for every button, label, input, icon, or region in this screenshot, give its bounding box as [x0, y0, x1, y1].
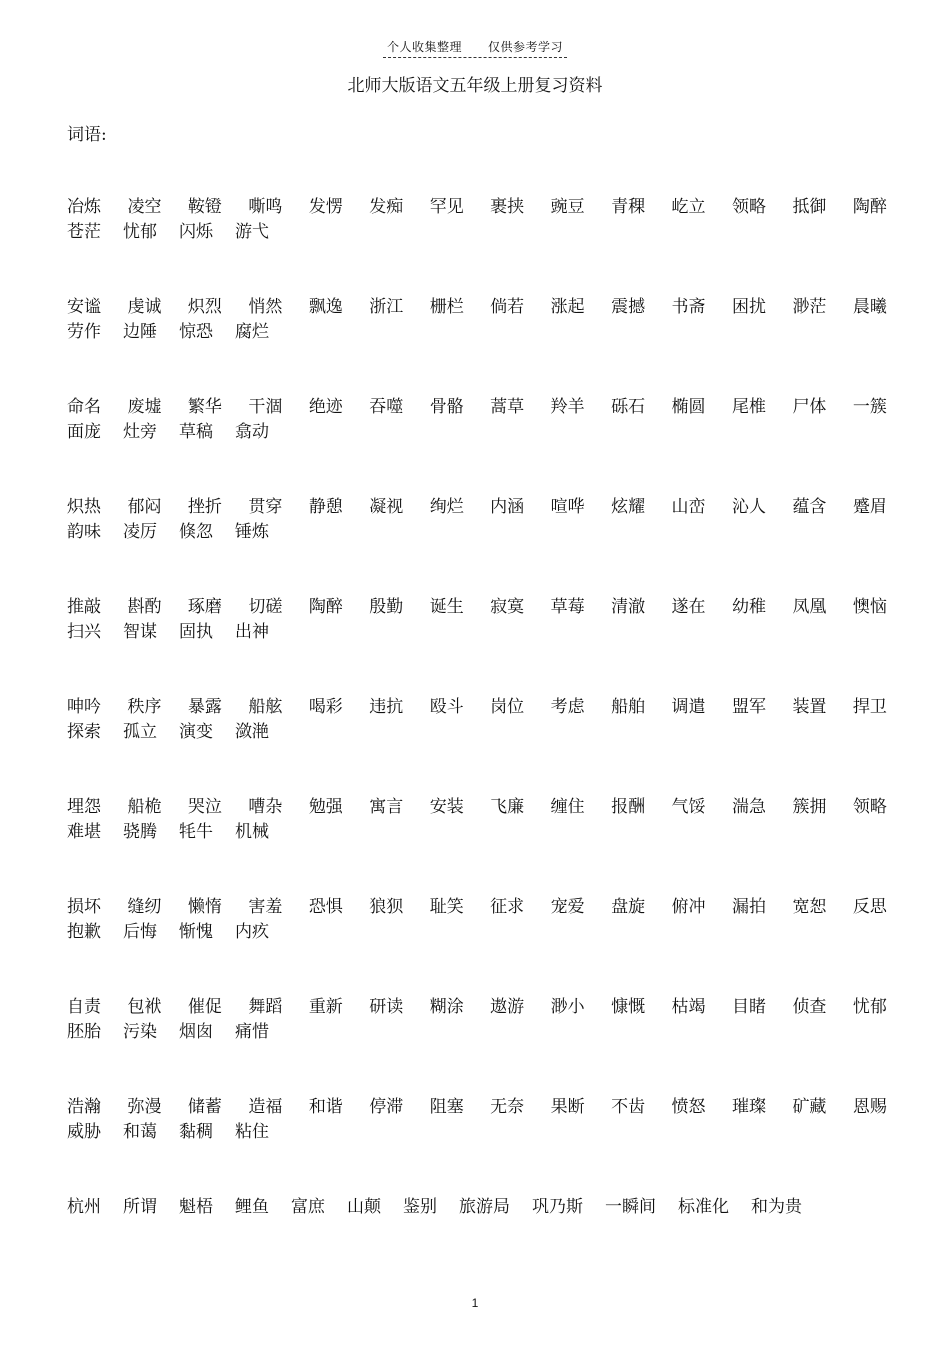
vocab-word: 果断	[550, 1097, 585, 1117]
vocab-word: 陶醉	[852, 197, 887, 217]
vocab-word: 浙江	[369, 297, 404, 317]
vocab-word: 黏稠	[179, 1122, 213, 1142]
word-row	[67, 795, 887, 820]
vocab-word: 旅游局	[459, 1197, 510, 1217]
vocab-word: 粘住	[235, 1122, 269, 1142]
vocab-word: 喝彩	[308, 697, 343, 717]
vocab-word: 阻塞	[429, 1097, 464, 1117]
vocab-word: 炫耀	[611, 497, 646, 517]
word-group	[67, 1195, 887, 1220]
word-row	[67, 220, 887, 245]
vocab-word: 青稞	[611, 197, 646, 217]
vocab-word: 征求	[490, 897, 525, 917]
vocab-word: 寂寞	[490, 597, 525, 617]
vocab-word: 凤凰	[792, 597, 827, 617]
vocab-word: 遂在	[671, 597, 706, 617]
vocab-word: 鲤鱼	[235, 1197, 269, 1217]
vocab-word: 威胁	[67, 1122, 101, 1142]
vocab-word: 漏拍	[731, 897, 766, 917]
vocab-word: 尾椎	[731, 397, 766, 417]
vocab-word: 书斋	[671, 297, 706, 317]
word-row	[67, 1095, 887, 1120]
vocab-word: 牦牛	[179, 822, 213, 842]
vocab-word: 凝视	[369, 497, 404, 517]
vocab-word: 抵御	[792, 197, 827, 217]
vocab-word: 埋怨	[67, 797, 101, 817]
vocab-word: 巩乃斯	[532, 1197, 583, 1217]
word-group	[67, 595, 887, 645]
vocab-word: 璀璨	[731, 1097, 766, 1117]
vocab-word: 恩赐	[852, 1097, 887, 1117]
vocab-word: 内涵	[490, 497, 525, 517]
word-row	[67, 695, 887, 720]
vocab-word: 违抗	[369, 697, 404, 717]
vocab-word: 一瞬间	[605, 1197, 656, 1217]
vocab-word: 污染	[123, 1022, 157, 1042]
word-row	[67, 995, 887, 1020]
vocab-word: 绚烂	[429, 497, 464, 517]
page-title: 北师大版语文五年级上册复习资料	[347, 76, 603, 96]
vocab-word: 嘈杂	[248, 797, 283, 817]
vocab-word: 反思	[852, 897, 887, 917]
vocab-word: 孤立	[123, 722, 157, 742]
vocab-word: 悄然	[248, 297, 283, 317]
vocab-word: 考虑	[550, 697, 585, 717]
vocab-word: 缠住	[550, 797, 585, 817]
vocab-word: 推敲	[67, 597, 101, 617]
vocab-word: 幼稚	[731, 597, 766, 617]
vocab-word: 慷慨	[611, 997, 646, 1017]
vocab-word: 切磋	[248, 597, 283, 617]
vocab-word: 忧郁	[852, 997, 887, 1017]
vocab-word: 糊涂	[429, 997, 464, 1017]
vocab-word: 贯穿	[248, 497, 283, 517]
vocab-word: 秩序	[127, 697, 162, 717]
vocab-word: 渺茫	[792, 297, 827, 317]
vocab-word: 狼狈	[369, 897, 404, 917]
word-row	[67, 1020, 887, 1045]
vocab-word: 盟军	[731, 697, 766, 717]
vocab-word: 后悔	[123, 922, 157, 942]
vocab-word: 和谐	[308, 1097, 343, 1117]
vocab-word: 胚胎	[67, 1022, 101, 1042]
vocab-word: 殴斗	[429, 697, 464, 717]
vocab-word: 耻笑	[429, 897, 464, 917]
vocab-word: 劳作	[67, 322, 101, 342]
vocab-word: 骨骼	[429, 397, 464, 417]
vocab-word: 郁闷	[127, 497, 162, 517]
vocab-word: 虔诚	[127, 297, 162, 317]
vocab-word: 内疚	[235, 922, 269, 942]
vocab-word: 震撼	[611, 297, 646, 317]
vocab-word: 凌厉	[123, 522, 157, 542]
vocab-word: 宽恕	[792, 897, 827, 917]
vocab-word: 机械	[235, 822, 269, 842]
word-group	[67, 295, 887, 345]
page-header	[0, 38, 950, 58]
vocab-word: 炽热	[67, 497, 101, 517]
word-group	[67, 195, 887, 245]
vocab-word: 船桅	[127, 797, 162, 817]
vocab-word: 困扰	[731, 297, 766, 317]
vocab-word: 调遣	[671, 697, 706, 717]
vocab-word: 挫折	[187, 497, 222, 517]
vocab-word: 出神	[235, 622, 269, 642]
vocab-word: 琢磨	[187, 597, 222, 617]
vocab-word: 发痴	[369, 197, 404, 217]
vocab-word: 干涸	[248, 397, 283, 417]
header-left: 个人收集整理	[386, 40, 462, 54]
vocab-word: 呻吟	[67, 697, 101, 717]
word-group	[67, 995, 887, 1045]
word-row	[67, 295, 887, 320]
vocab-word: 草稿	[179, 422, 213, 442]
vocab-word: 和为贵	[751, 1197, 802, 1217]
vocab-word: 扫兴	[67, 622, 101, 642]
vocab-word: 难堪	[67, 822, 101, 842]
vocab-word: 蹙眉	[852, 497, 887, 517]
vocab-word: 停滞	[369, 1097, 404, 1117]
vocab-word: 痛惜	[235, 1022, 269, 1042]
vocab-word: 苍茫	[67, 222, 101, 242]
vocab-word: 懊恼	[852, 597, 887, 617]
vocab-word: 勉强	[308, 797, 343, 817]
vocab-word: 俯冲	[671, 897, 706, 917]
vocab-word: 椭圆	[671, 397, 706, 417]
vocab-word: 繁华	[187, 397, 222, 417]
vocab-word: 草莓	[550, 597, 585, 617]
vocab-word: 浩瀚	[67, 1097, 101, 1117]
vocab-word: 栅栏	[429, 297, 464, 317]
section-label: 词语:	[67, 125, 107, 145]
vocab-word: 智谋	[123, 622, 157, 642]
vocab-word: 矿藏	[792, 1097, 827, 1117]
vocab-word: 罕见	[429, 197, 464, 217]
vocab-word: 面庞	[67, 422, 101, 442]
word-group	[67, 795, 887, 845]
word-row	[67, 595, 887, 620]
vocab-word: 殷勤	[369, 597, 404, 617]
page-number: 1	[471, 1296, 479, 1310]
vocab-word: 翕动	[235, 422, 269, 442]
vocab-word: 包袱	[127, 997, 162, 1017]
vocab-word: 杭州	[67, 1197, 101, 1217]
vocab-word: 遨游	[490, 997, 525, 1017]
vocab-word: 静憩	[308, 497, 343, 517]
vocab-word: 潋滟	[235, 722, 269, 742]
vocab-word: 固执	[179, 622, 213, 642]
vocab-word: 损坏	[67, 897, 101, 917]
vocab-word: 捍卫	[852, 697, 887, 717]
vocab-word: 缝纫	[127, 897, 162, 917]
vocab-word: 弥漫	[127, 1097, 162, 1117]
vocab-word: 重新	[308, 997, 343, 1017]
vocab-word: 发愣	[308, 197, 343, 217]
vocab-word: 一簇	[852, 397, 887, 417]
vocab-word: 装置	[792, 697, 827, 717]
vocab-word: 倏忽	[179, 522, 213, 542]
vocab-word: 尸体	[792, 397, 827, 417]
header-text	[383, 38, 567, 58]
vocab-word: 炽烈	[187, 297, 222, 317]
vocab-word: 飘逸	[308, 297, 343, 317]
word-group	[67, 1095, 887, 1145]
vocab-word: 自责	[67, 997, 101, 1017]
word-row	[67, 620, 887, 645]
vocab-word: 演变	[179, 722, 213, 742]
vocab-word: 船舶	[611, 697, 646, 717]
vocab-word: 涨起	[550, 297, 585, 317]
vocab-word: 闪烁	[179, 222, 213, 242]
vocab-word: 枯竭	[671, 997, 706, 1017]
vocab-word: 喧哗	[550, 497, 585, 517]
vocab-word: 腐烂	[235, 322, 269, 342]
vocab-word: 簇拥	[792, 797, 827, 817]
word-row	[67, 395, 887, 420]
vocab-word: 冶炼	[67, 197, 101, 217]
vocab-word: 报酬	[611, 797, 646, 817]
vocab-word: 沁人	[731, 497, 766, 517]
vocab-word: 富庶	[291, 1197, 325, 1217]
vocab-word: 船舷	[248, 697, 283, 717]
vocab-word: 和蔼	[123, 1122, 157, 1142]
vocab-word: 标准化	[678, 1197, 729, 1217]
vocab-word: 游弋	[235, 222, 269, 242]
vocab-word: 倘若	[490, 297, 525, 317]
vocab-word: 盘旋	[611, 897, 646, 917]
vocab-word: 储蓄	[187, 1097, 222, 1117]
word-row	[67, 495, 887, 520]
word-group	[67, 695, 887, 745]
word-group	[67, 395, 887, 445]
word-row	[67, 320, 887, 345]
vocab-word: 废墟	[127, 397, 162, 417]
vocab-word: 哭泣	[187, 797, 222, 817]
word-row	[67, 895, 887, 920]
vocab-word: 惭愧	[179, 922, 213, 942]
vocab-word: 凌空	[127, 197, 162, 217]
vocab-word: 烟囱	[179, 1022, 213, 1042]
word-row	[67, 920, 887, 945]
vocab-word: 不齿	[611, 1097, 646, 1117]
vocab-word: 舞蹈	[248, 997, 283, 1017]
word-group	[67, 495, 887, 545]
vocab-word: 晨曦	[852, 297, 887, 317]
vocab-word: 鉴别	[403, 1197, 437, 1217]
vocab-word: 嘶鸣	[248, 197, 283, 217]
vocab-word: 侦查	[792, 997, 827, 1017]
vocab-word: 命名	[67, 397, 101, 417]
word-row	[67, 520, 887, 545]
vocab-word: 懒惰	[187, 897, 222, 917]
vocab-word: 领略	[731, 197, 766, 217]
vocab-word: 魁梧	[179, 1197, 213, 1217]
vocab-word: 清澈	[611, 597, 646, 617]
word-row	[67, 195, 887, 220]
vocab-word: 领略	[852, 797, 887, 817]
vocab-word: 目睹	[731, 997, 766, 1017]
vocab-word: 忧郁	[123, 222, 157, 242]
vocab-word: 抱歉	[67, 922, 101, 942]
vocab-word: 研读	[369, 997, 404, 1017]
vocab-word: 造福	[248, 1097, 283, 1117]
vocab-word: 气馁	[671, 797, 706, 817]
vocab-word: 湍急	[731, 797, 766, 817]
vocab-word: 无奈	[490, 1097, 525, 1117]
vocab-word: 羚羊	[550, 397, 585, 417]
vocab-word: 锤炼	[235, 522, 269, 542]
vocab-word: 鞍镫	[187, 197, 222, 217]
vocab-word: 斟酌	[127, 597, 162, 617]
word-row	[67, 720, 887, 745]
vocab-word: 屹立	[671, 197, 706, 217]
word-row	[67, 1195, 887, 1220]
vocab-word: 安装	[429, 797, 464, 817]
vocab-word: 暴露	[187, 697, 222, 717]
vocab-word: 蒿草	[490, 397, 525, 417]
vocab-word: 蕴含	[792, 497, 827, 517]
vocab-word: 安谧	[67, 297, 101, 317]
vocab-word: 陶醉	[308, 597, 343, 617]
vocab-word: 害羞	[248, 897, 283, 917]
vocab-word: 绝迹	[308, 397, 343, 417]
vocab-word: 韵味	[67, 522, 101, 542]
vocab-word: 灶旁	[123, 422, 157, 442]
vocab-word: 骁腾	[123, 822, 157, 842]
word-row	[67, 820, 887, 845]
vocab-word: 渺小	[550, 997, 585, 1017]
vocab-word: 飞廉	[490, 797, 525, 817]
vocab-word: 寓言	[369, 797, 404, 817]
vocab-word: 边陲	[123, 322, 157, 342]
vocab-word: 裹挟	[490, 197, 525, 217]
vocab-word: 恐惧	[308, 897, 343, 917]
vocab-word: 山颠	[347, 1197, 381, 1217]
vocab-word: 催促	[187, 997, 222, 1017]
vocab-word: 岗位	[490, 697, 525, 717]
vocab-word: 豌豆	[550, 197, 585, 217]
word-row	[67, 1120, 887, 1145]
vocab-word: 山峦	[671, 497, 706, 517]
header-right: 仅供参考学习	[488, 40, 564, 54]
word-row	[67, 420, 887, 445]
vocab-word: 所谓	[123, 1197, 157, 1217]
vocab-word: 诞生	[429, 597, 464, 617]
vocab-word: 愤怒	[671, 1097, 706, 1117]
vocab-word: 宠爱	[550, 897, 585, 917]
vocab-word: 砾石	[611, 397, 646, 417]
vocab-word: 吞噬	[369, 397, 404, 417]
word-group	[67, 895, 887, 945]
vocab-word: 探索	[67, 722, 101, 742]
vocab-word: 惊恐	[179, 322, 213, 342]
